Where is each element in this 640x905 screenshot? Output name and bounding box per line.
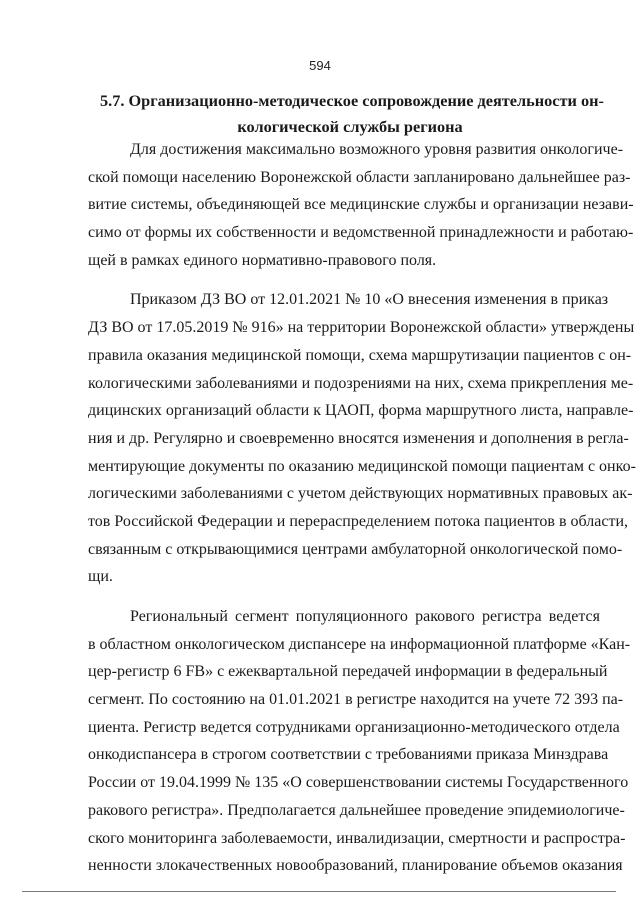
footer-divider <box>22 891 616 892</box>
text-line: логическими заболеваниями с учетом действующих нормативных правовых ак- <box>88 485 633 503</box>
text-line: щи. <box>88 568 113 586</box>
section-heading <box>100 88 604 140</box>
text-line: витие системы, объединяющей все медицинские службы и организации незави- <box>88 196 634 214</box>
text-line: цер-регистр 6 FB» с ежеквартальной передачей информации в федеральный <box>88 663 608 681</box>
section-heading-line: кологической службы региона <box>237 117 463 136</box>
text-line: симо от формы их собственности и ведомственной принадлежности и работаю- <box>88 224 634 242</box>
text-line: ДЗ ВО от 17.05.2019 № 916» на территории Воронежской области» утверждены <box>88 319 635 337</box>
paragraph-spacing <box>88 591 600 603</box>
text-line: ния и др. Регулярно и своевременно вносятся изменения и дополнения в регла- <box>88 429 629 447</box>
text-line: ненности злокачественных новообразований, планирование объемов оказания <box>88 857 623 875</box>
text-line: ской помощи населению Воронежской области запланировано дальнейшее раз- <box>88 168 631 186</box>
paragraph <box>88 286 636 591</box>
text-line: циента. Регистр ведется сотрудниками организационно-методического отдела <box>88 718 620 736</box>
text-line: ского мониторинга заболеваемости, инвалидизации, смертности и распростра- <box>88 829 626 847</box>
text-line: связанным с открывающимися центрами амбулаторной онкологической помо- <box>88 540 623 558</box>
paragraph <box>88 136 634 274</box>
text-line: тов Российской Федерации и перераспределением потока пациентов в области, <box>88 512 629 530</box>
text-line: правила оказания медицинской помощи, схема маршрутизации пациентов с он- <box>88 346 632 364</box>
text-line: кологическими заболеваниями и подозрениями на них, схема прикрепления ме- <box>88 374 634 392</box>
text-line: Региональный сегмент популяционного ракового регистра ведется <box>130 608 600 625</box>
text-line: онкодиспансера в строгом соответствии с требованиями приказа Минздрава <box>88 746 609 764</box>
text-line: в областном онкологическом диспансере на информационной платформе «Кан- <box>88 635 631 653</box>
text-line: ментирующие документы по оказанию медицинской помощи пациентам с онко- <box>88 457 636 475</box>
text-line: щей в рамках единого нормативно-правового поля. <box>88 251 437 269</box>
text-line: сегмент. По состоянию на 01.01.2021 в регистре находится на учете 72 393 па- <box>88 691 624 709</box>
text-line: Приказом ДЗ ВО от 12.01.2021 № 10 «О внесения изменения в приказ <box>130 291 609 309</box>
body-text <box>88 136 636 880</box>
page-number: 594 <box>309 58 331 73</box>
text-line: России от 19.04.1999 № 135 «О совершенствовании системы Государственного <box>88 774 629 792</box>
paragraph <box>88 603 631 880</box>
text-line: ракового регистра». Предполагается дальнейшее проведение эпидемиологиче- <box>88 801 625 819</box>
text-line: Для достижения максимально возможного уровня развития онкологиче- <box>130 141 624 158</box>
section-heading-line: 5.7. Организационно-методическое сопровождение деятельности он- <box>100 91 604 110</box>
text-line: дицинских организаций области к ЦАОП, форма маршрутного листа, направле- <box>88 402 634 420</box>
paragraph-spacing <box>88 274 600 286</box>
